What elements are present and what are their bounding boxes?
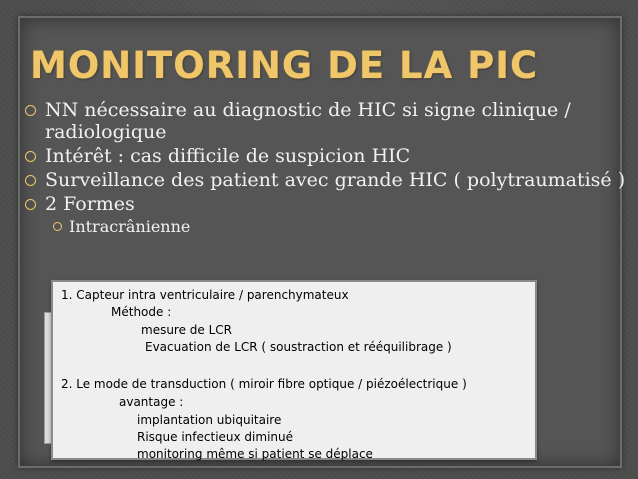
- methode-line: Evacuation de LCR ( soustraction et rééquilibrage ): [145, 340, 452, 354]
- avantage-line: Risque infectieux diminué: [137, 430, 293, 444]
- methode-label: Méthode :: [111, 305, 172, 319]
- bullet-item: [20, 99, 632, 143]
- bullet-list: [20, 99, 632, 236]
- bullet-item: [20, 145, 632, 167]
- bullet-text: Intérêt : cas difficile de suspicion HIC: [45, 145, 411, 167]
- bullet-text: NN nécessaire au diagnostic de HIC si signe clinique / radiologique: [45, 99, 571, 143]
- box-item-2: 2. Le mode de transduction ( miroir fibre optique / piézoélectrique ): [61, 377, 467, 391]
- avantage-line: monitoring même si patient se déplace: [137, 447, 373, 461]
- box-item-1: 1. Capteur intra ventriculaire / parenchymateux: [61, 288, 349, 302]
- bullet-item: [20, 169, 632, 191]
- sub-bullet-text: Intracrânienne: [69, 217, 191, 236]
- slide-title: MONITORING DE LA PIC: [30, 44, 539, 87]
- methode-line: mesure de LCR: [141, 323, 233, 337]
- content-box: [51, 280, 537, 460]
- bullet-item: [20, 193, 632, 215]
- bullet-text: Surveillance des patient avec grande HIC ( polytraumatisé ): [45, 169, 626, 191]
- bullet-text: 2 Formes: [45, 193, 135, 215]
- sub-bullet-item: [20, 217, 632, 236]
- bullet-icon: [25, 105, 36, 116]
- bullet-icon: [25, 151, 36, 162]
- bullet-icon: [25, 199, 36, 210]
- bullet-icon: [25, 175, 36, 186]
- sub-bullet-icon: [53, 222, 62, 231]
- avantage-line: implantation ubiquitaire: [137, 413, 282, 427]
- avantage-label: avantage :: [119, 395, 184, 409]
